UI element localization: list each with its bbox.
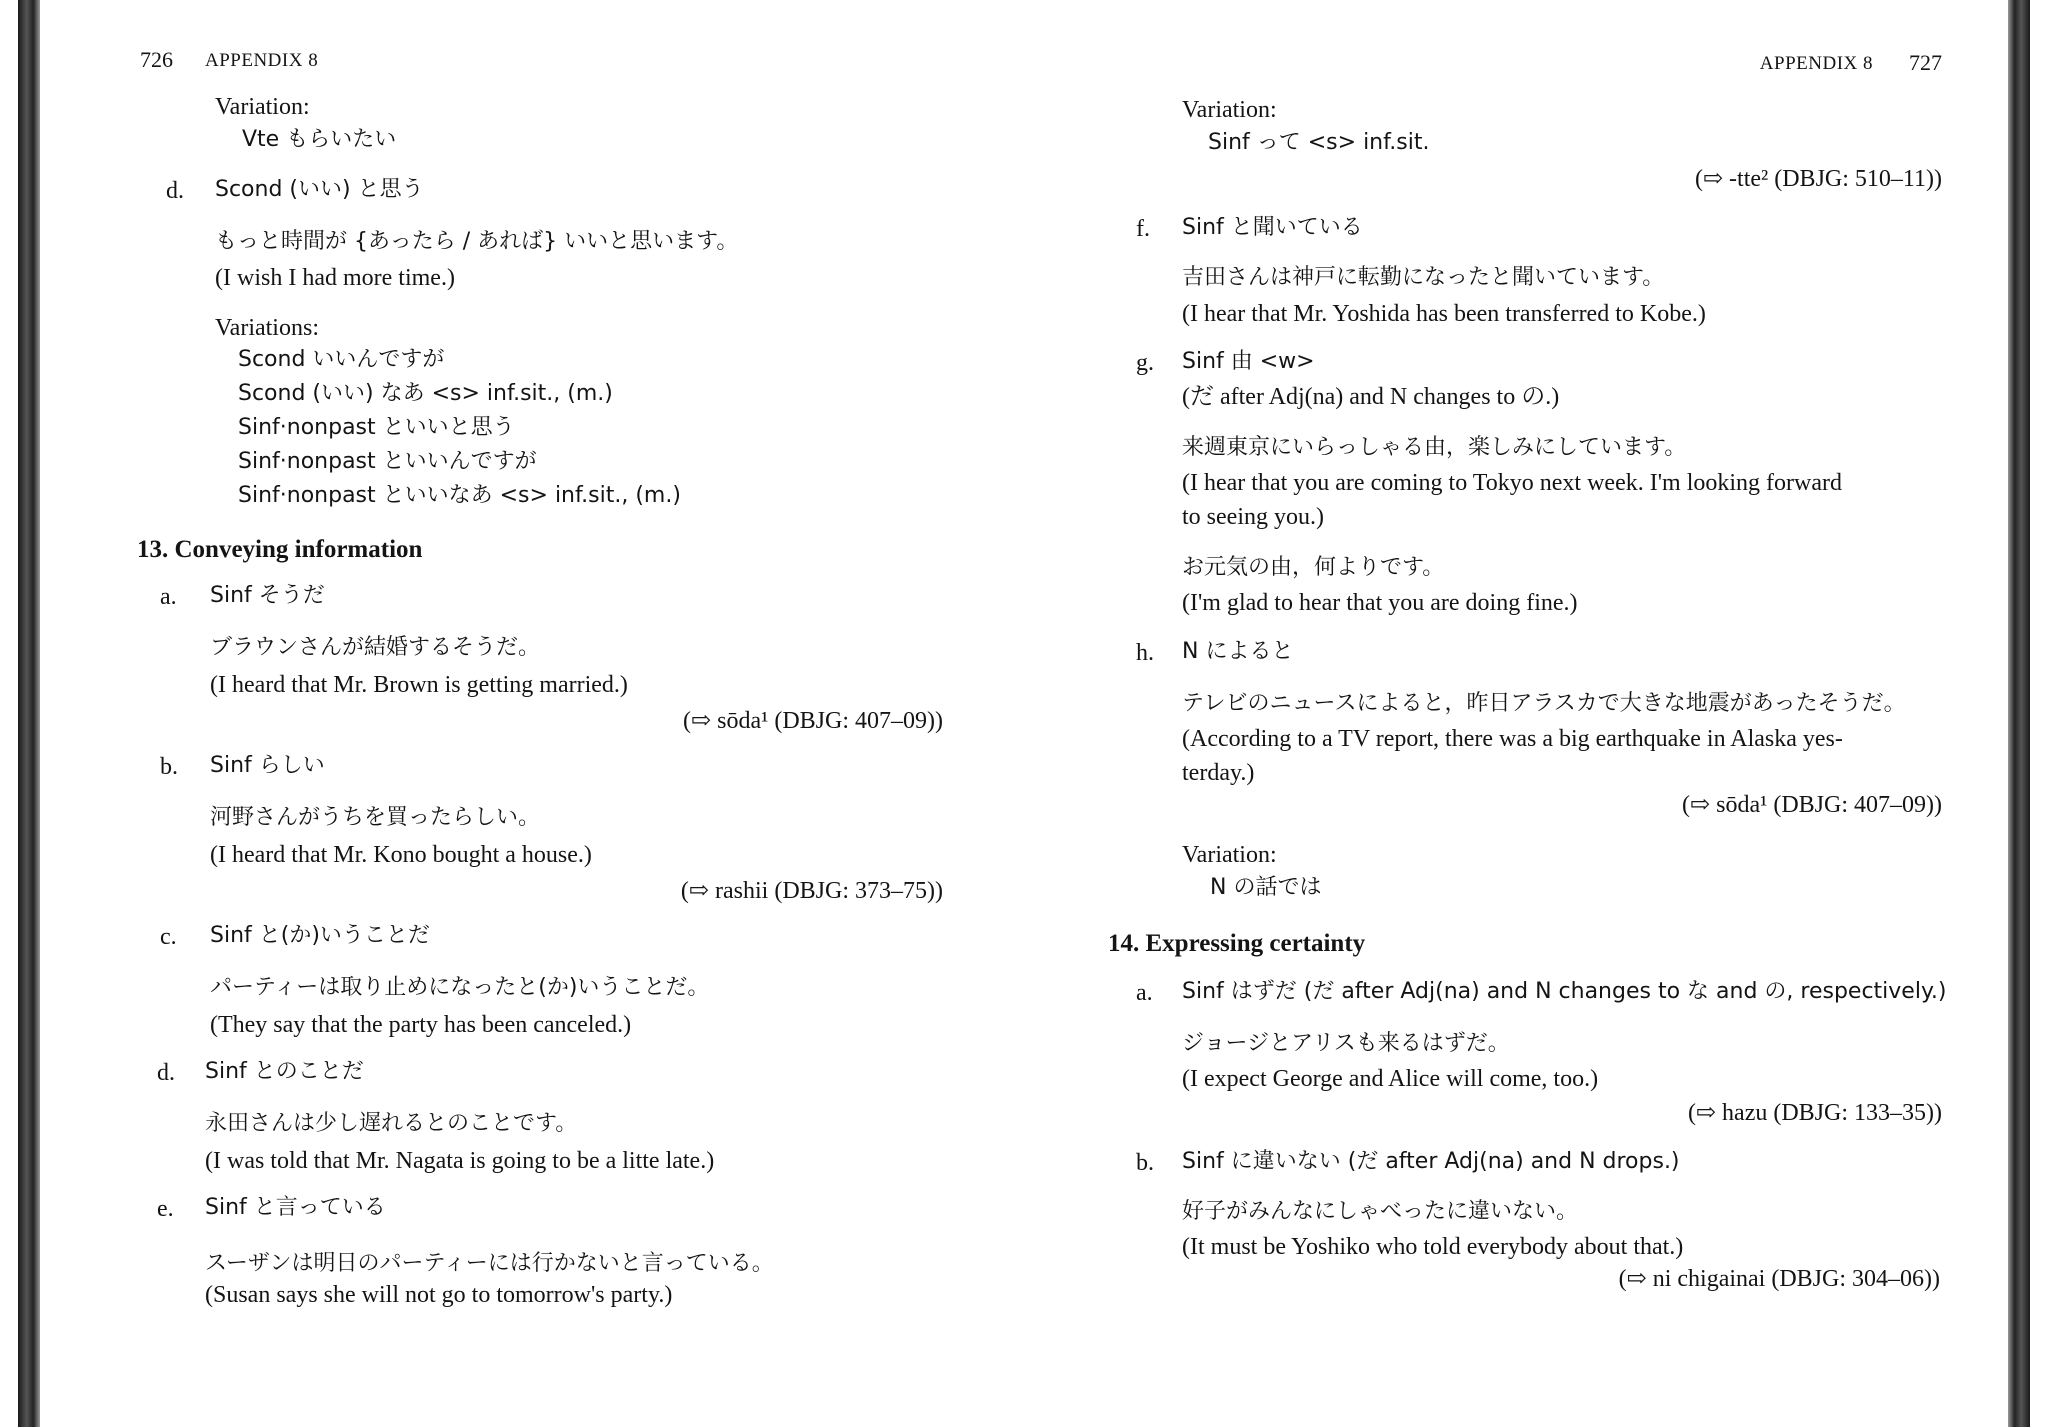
pattern-line: N によると (1182, 639, 1294, 664)
page-number: 726 (140, 47, 173, 72)
item-marker: a. (1136, 980, 1153, 1006)
section-heading: 14. Expressing certainty (1108, 930, 1366, 957)
pattern-line: Sinf と(か)いうことだ (210, 923, 430, 948)
usage-note: (だ after Adj(na) and N changes to の.) (1182, 384, 1560, 410)
japanese-example: スーザンは明日のパーティーには行かないと言っている。 (205, 1251, 774, 1276)
japanese-example: ジョージとアリスも来るはずだ。 (1182, 1031, 1510, 1056)
pattern-line: Sinf·nonpast といいなあ <s> inf.sit., (m.) (238, 483, 681, 508)
pattern-line: Vte もらいたい (242, 127, 397, 152)
section-heading: 13. Conveying information (137, 536, 423, 563)
japanese-example: テレビのニュースによると，昨日アラスカで大きな地震があったそうだ。 (1182, 691, 1906, 716)
pattern-line: Scond (いい) なあ <s> inf.sit., (m.) (238, 381, 613, 406)
english-translation: (It must be Yoshiko who told everybody about that.) (1182, 1234, 1684, 1260)
variation-label: Variations: (215, 315, 319, 341)
cross-reference: (⇨ -tte² (DBJG: 510–11)) (1694, 166, 1942, 192)
item-marker: g. (1136, 350, 1154, 376)
english-translation: (I was told that Mr. Nagata is going to be a litte late.) (205, 1148, 715, 1174)
pattern-line: Scond いいんですが (238, 347, 445, 372)
item-marker: a. (160, 584, 177, 610)
english-translation: to seeing you.) (1182, 504, 1324, 530)
english-translation: (I'm glad to hear that you are doing fine.) (1182, 590, 1578, 616)
item-marker: d. (157, 1060, 175, 1086)
item-marker: e. (157, 1196, 174, 1222)
japanese-example: パーティーは取り止めになったと(か)いうことだ。 (210, 975, 710, 1000)
item-marker: b. (1136, 1150, 1154, 1176)
pattern-line: Sinf そうだ (210, 583, 325, 608)
pattern-line: Sinf はずだ (だ after Adj(na) and N changes to な and の, respectively.) (1182, 979, 1947, 1004)
item-marker: h. (1136, 640, 1154, 666)
cross-reference: (⇨ sōda¹ (DBJG: 407–09)) (1682, 792, 1942, 818)
english-translation: (I wish I had more time.) (215, 265, 455, 291)
japanese-example: 河野さんがうちを買ったらしい。 (210, 805, 541, 830)
variation-label: Variation: (1182, 97, 1277, 123)
japanese-example: 来週東京にいらっしゃる由，楽しみにしています。 (1182, 435, 1687, 460)
japanese-example: 好子がみんなにしゃべったに違いない。 (1182, 1199, 1579, 1224)
english-translation: (They say that the party has been canceled.) (210, 1012, 632, 1038)
english-translation: (Susan says she will not go to tomorrow's party.) (205, 1282, 673, 1308)
pattern-line: Sinf と聞いている (1182, 215, 1363, 240)
running-header: APPENDIX 8 (205, 50, 319, 71)
english-translation: terday.) (1182, 760, 1255, 786)
cross-reference: (⇨ sōda¹ (DBJG: 407–09)) (683, 708, 943, 734)
variation-label: Variation: (215, 94, 310, 120)
pattern-line: Sinf 由 <w> (1182, 349, 1315, 374)
pattern-line: N の話では (1210, 875, 1322, 900)
page-number: 727 (1909, 50, 1942, 75)
right-page (1024, 0, 2048, 1427)
item-marker: c. (160, 924, 177, 950)
japanese-example: 吉田さんは神戸に転勤になったと聞いています。 (1182, 265, 1665, 290)
pattern-line: Sinf·nonpast といいんですが (238, 449, 537, 474)
variation-label: Variation: (1182, 842, 1277, 868)
japanese-example: お元気の由，何よりです。 (1182, 555, 1445, 580)
japanese-example: もっと時間が {あったら / あれば} いいと思います。 (215, 229, 739, 254)
pattern-line: Sinf って <s> inf.sit. (1208, 130, 1430, 155)
pattern-line: Sinf に違いない (だ after Adj(na) and N drops.) (1182, 1149, 1680, 1174)
cross-reference: (⇨ rashii (DBJG: 373–75)) (680, 878, 943, 904)
cross-reference: (⇨ ni chigainai (DBJG: 304–06)) (1618, 1266, 1940, 1292)
pattern-line: Sinf とのことだ (205, 1059, 364, 1084)
english-translation: (I expect George and Alice will come, too.) (1182, 1066, 1599, 1092)
pattern-line: Sinf·nonpast といいと思う (238, 415, 515, 440)
english-translation: (I heard that Mr. Brown is getting married.) (210, 672, 628, 698)
running-header: APPENDIX 8 (1759, 53, 1873, 74)
japanese-example: ブラウンさんが結婚するそうだ。 (210, 635, 541, 660)
item-marker: f. (1136, 216, 1150, 242)
english-translation: (I hear that you are coming to Tokyo next week. I'm looking forward (1182, 470, 1843, 496)
pattern-line: Sinf らしい (210, 753, 325, 778)
item-marker: d. (166, 178, 184, 204)
item-marker: b. (160, 754, 178, 780)
english-translation: (According to a TV report, there was a big earthquake in Alaska yes- (1182, 726, 1843, 752)
japanese-example: 永田さんは少し遅れるとのことです。 (205, 1111, 578, 1136)
english-translation: (I heard that Mr. Kono bought a house.) (210, 842, 592, 868)
english-translation: (I hear that Mr. Yoshida has been transferred to Kobe.) (1182, 301, 1706, 327)
cross-reference: (⇨ hazu (DBJG: 133–35)) (1687, 1100, 1942, 1126)
pattern-line: Sinf と言っている (205, 1195, 386, 1220)
pattern-line: Scond (いい) と思う (215, 177, 424, 202)
